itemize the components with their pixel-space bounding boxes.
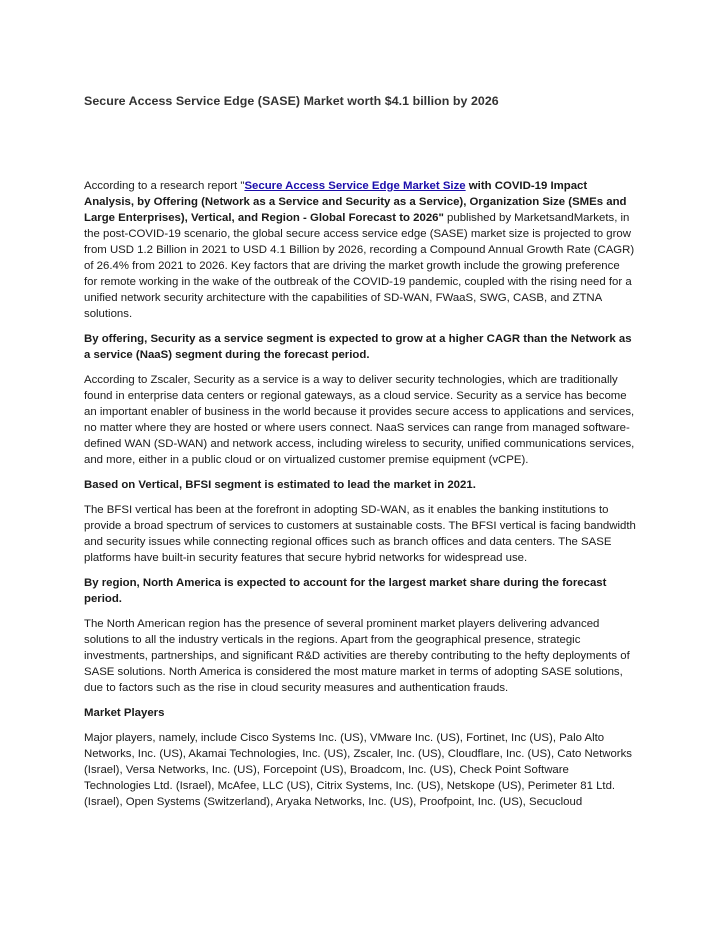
section-text-offering: According to Zscaler, Security as a service is a way to deliver security technologies, which are traditionally found in enterprise data centers or regional gateways, as a cloud service. Security as a service has become an important enabler of business in the world because it provides secure access to applications and services, no matter where they are hosted or where users connect. NaaS services can range from managed software-defined WAN (SD-WAN) and network access, including wireless to security, unified communications services, and more, either in a public cloud or on virtualized customer premise equipment (vCPE).: [84, 374, 635, 466]
section-text-market-players: Major players, namely, include Cisco Systems Inc. (US), VMware Inc. (US), Fortinet, Inc (US), Palo Alto Networks, Inc. (US), Akamai Technologies, Inc. (US), Zscaler, Inc. (US), Cloudflare, Inc. (US), Cato Networks (Israel), Versa Networks, Inc. (US), Forcepoint (US), Broadcom, Inc. (US), Check Point Software Technologies Ltd. (Israel), McAfee, LLC (US), Citrix Systems, Inc. (US), Netskope (US), Perimeter 81 Ltd. (Israel), Open Systems (Switzerland), Aryaka Networks, Inc. (US), Proofpoint, Inc. (US), Secucloud: [84, 732, 632, 808]
section-heading-vertical: Based on Vertical, BFSI segment is estimated to lead the market in 2021.: [84, 479, 476, 491]
section-heading-offering: By offering, Security as a service segment is expected to grow at a higher CAGR than the Network as a service (NaaS) segment during the forecast period.: [84, 333, 632, 361]
section-heading-market-players: Market Players: [84, 707, 165, 719]
section-text-vertical: The BFSI vertical has been at the forefront in adopting SD-WAN, as it enables the banking institutions to provide a broad spectrum of services to customers at sustainable costs. The BFSI vertical is facing bandwidth and security issues while connecting regional offices such as branch offices and data centers. The SASE platforms have built-in security features that secure hybrid networks for widespread use.: [84, 504, 636, 564]
page-title: Secure Access Service Edge (SASE) Market worth $4.1 billion by 2026: [84, 94, 499, 108]
document-body: [84, 178, 636, 819]
section-text-region: The North American region has the presence of several prominent market players delivering advanced solutions to all the industry verticals in the regions. Apart from the geographical presence, strategic investments, partnerships, and significant R&D activities are thereby contributing to the hefty deployments of SASE solutions. North America is considered the most mature market in terms of adopting SASE solutions, due to factors such as the rise in cloud security measures and authentication frauds.: [84, 618, 630, 694]
intro-paragraph: [84, 178, 636, 322]
section-heading-region: By region, North America is expected to account for the largest market share during the forecast period.: [84, 577, 607, 605]
intro-rest: published by MarketsandMarkets, in the post-COVID-19 scenario, the global secure access service edge (SASE) market size is projected to grow from USD 1.2 Billion in 2021 to USD 4.1 Billion by 2026, recording a Compound Annual Growth Rate (CAGR) of 26.4% from 2021 to 2026. Key factors that are driving the market growth include the growing preference for remote working in the wake of the outbreak of the COVID-19 pandemic, coupled with the rising need for a unified network security architecture with the capabilities of SD-WAN, FWaaS, SWG, CASB, and ZTNA solutions.: [84, 212, 635, 320]
intro-lead: According to a research report ": [84, 180, 245, 192]
report-link[interactable]: Secure Access Service Edge Market Size: [244, 180, 466, 192]
report-title: with COVID-19 Impact Analysis, by Offering (Network as a Service and Security as a Service), Organization Size (SMEs and Large Enterprises), Vertical, and Region - Global Forecast to 2026": [84, 180, 627, 224]
